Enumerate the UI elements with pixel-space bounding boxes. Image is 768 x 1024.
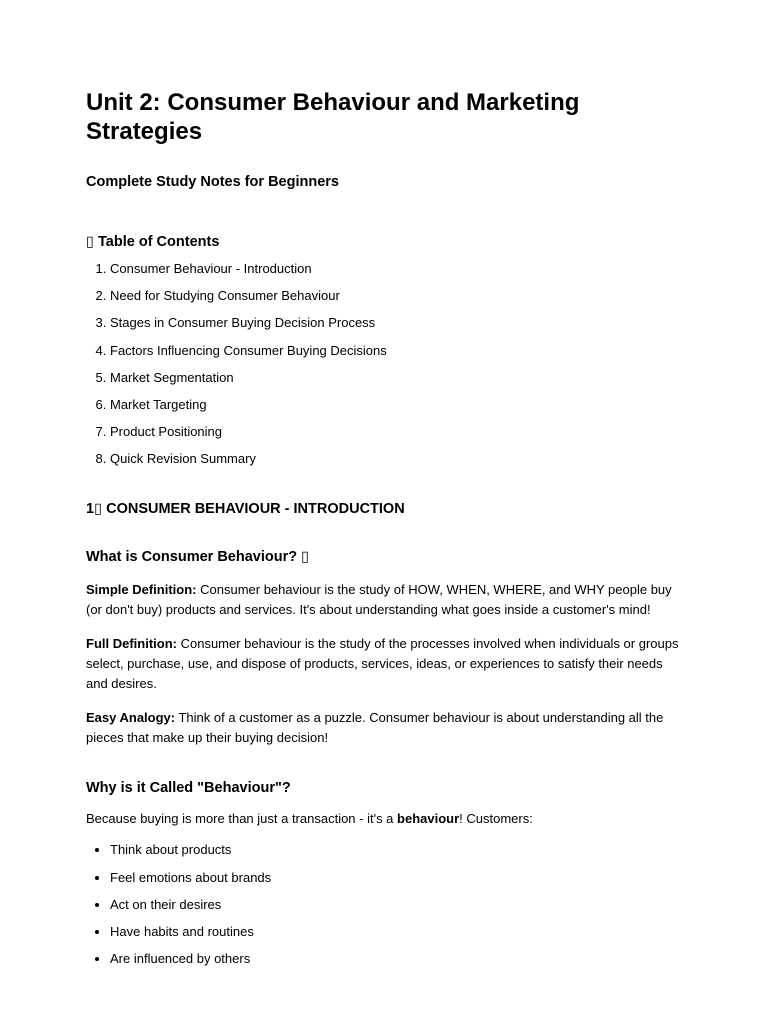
full-definition-text: Consumer behaviour is the study of the processes involved when individuals or groups select, purchase, use, and dispose of products, services, ideas, or experiences to satisfy their needs and desires. xyxy=(86,636,679,692)
toc-item: 4. Factors Influencing Consumer Buying Decisions xyxy=(110,343,682,358)
easy-analogy-text: Think of a customer as a puzzle. Consumer behaviour is about understanding all the pieces that make up their buying decision! xyxy=(86,710,664,746)
list-item: • Are influenced by others xyxy=(110,951,682,966)
missing-glyph-icon: ▯ xyxy=(301,549,310,566)
list-item: • Act on their desires xyxy=(110,897,682,912)
toc-heading-label: Table of Contents xyxy=(98,234,220,250)
toc-item: 6. Market Targeting xyxy=(110,397,682,412)
what-is-heading-label: What is Consumer Behaviour? xyxy=(86,549,298,566)
toc-item: 5. Market Segmentation xyxy=(110,370,682,385)
customer-traits-list xyxy=(86,842,682,966)
why-intro-bold: behaviour xyxy=(397,811,460,827)
easy-analogy xyxy=(86,708,686,748)
why-intro-text: Because buying is more than just a transaction - it's a xyxy=(86,811,398,827)
why-behaviour-heading: Why is it Called "Behaviour"? xyxy=(86,780,291,797)
toc-item: 1. Consumer Behaviour - Introduction xyxy=(110,261,682,276)
toc-item: 8. Quick Revision Summary xyxy=(110,451,682,466)
list-item: • Feel emotions about brands xyxy=(110,870,682,885)
simple-definition xyxy=(86,580,686,620)
table-of-contents xyxy=(86,261,682,466)
why-intro-text-end: ! Customers: xyxy=(459,811,533,827)
toc-heading xyxy=(86,233,682,251)
missing-glyph-icon: ▯ xyxy=(86,234,94,250)
full-definition xyxy=(86,634,686,694)
section-heading xyxy=(86,500,682,518)
what-is-heading xyxy=(86,548,682,566)
section-number: 1 xyxy=(86,501,95,518)
list-item: • Have habits and routines xyxy=(110,924,682,939)
simple-definition-label: Simple Definition: xyxy=(86,582,197,598)
page-title: Unit 2: Consumer Behaviour and Marketing Strategies xyxy=(86,89,580,145)
missing-glyph-icon: ▯ xyxy=(94,501,103,518)
page-subtitle: Complete Study Notes for Beginners xyxy=(86,174,339,190)
list-item: • Think about products xyxy=(110,842,682,857)
toc-item: 7. Product Positioning xyxy=(110,424,682,439)
simple-definition-text: Consumer behaviour is the study of HOW, WHEN, WHERE, and WHY people buy (or don't buy) products and services. It's about understanding what goes inside a customer's mind! xyxy=(86,582,672,618)
section-heading-label: CONSUMER BEHAVIOUR - INTRODUCTION xyxy=(106,501,405,518)
why-behaviour-intro xyxy=(86,809,686,829)
full-definition-label: Full Definition: xyxy=(86,636,177,652)
toc-item: 3. Stages in Consumer Buying Decision Process xyxy=(110,315,682,330)
toc-item: 2. Need for Studying Consumer Behaviour xyxy=(110,288,682,303)
easy-analogy-label: Easy Analogy: xyxy=(86,710,176,726)
